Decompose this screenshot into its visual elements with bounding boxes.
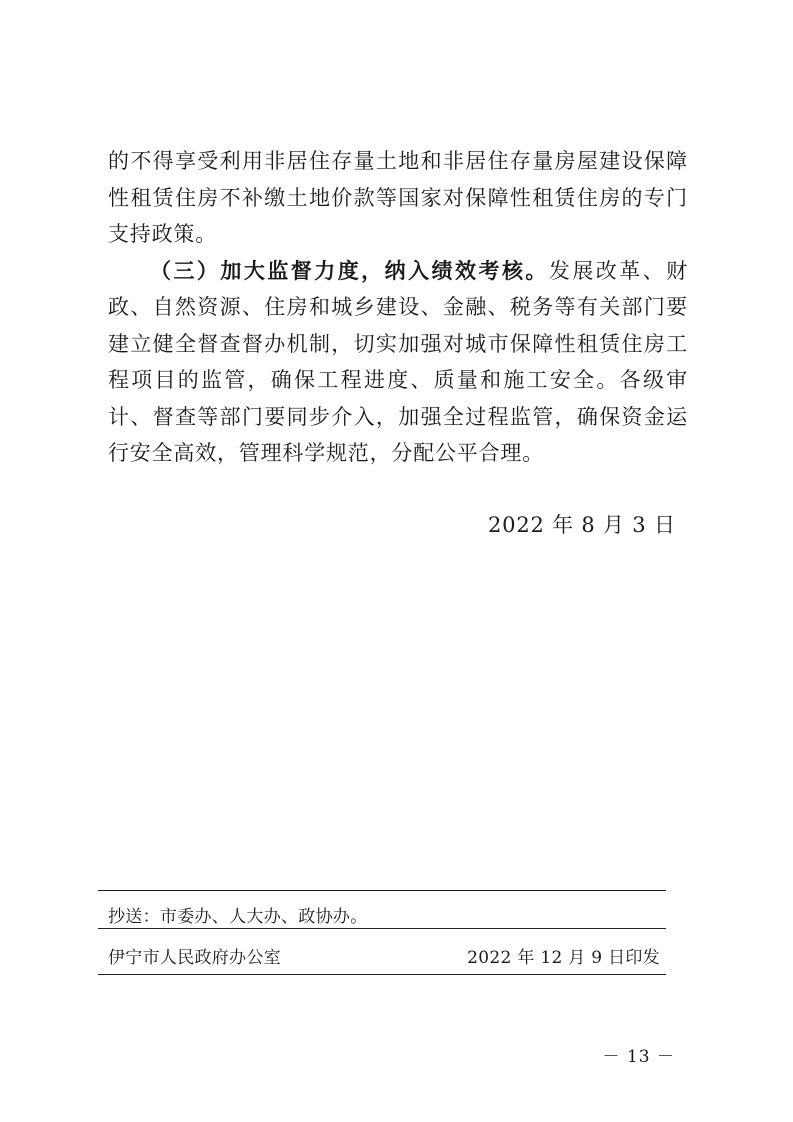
print-date: 2022 年 12 月 9 日印发 [467,948,660,968]
continuation-paragraph: 的不得享受利用非居住存量土地和非居住存量房屋建设保障性租赁住房不补缴土地价款等国家对保障性租赁住房的专门支持政策。 [108,149,688,246]
cc-line: 抄送：市委办、人大办、政协办。 [108,907,368,927]
footer-top-rule [98,890,666,891]
issuing-office: 伊宁市人民政府办公室 [108,948,281,968]
section-3-paragraph [108,253,688,472]
signature-date: 2022 年 8 月 3 日 [488,513,676,537]
body-text [108,143,688,472]
footer-middle-rule [98,928,666,929]
section-3-heading: （三）加大监督力度，纳入绩效考核。 [150,257,549,283]
page-number: － 13 － [602,1047,675,1067]
footer-bottom-rule [98,974,666,975]
section-3-text: 发展改革、财政、自然资源、住房和城乡建设、金融、税务等有关部门要建立健全督查督办机制，切实加强对城市保障性租赁住房工程项目的监管，确保工程进度、质量和施工安全。各级审计、督查等部门要同步介入，加强全过程监管，确保资金运行安全高效，管理科学规范，分配公平合理。 [108,258,688,465]
